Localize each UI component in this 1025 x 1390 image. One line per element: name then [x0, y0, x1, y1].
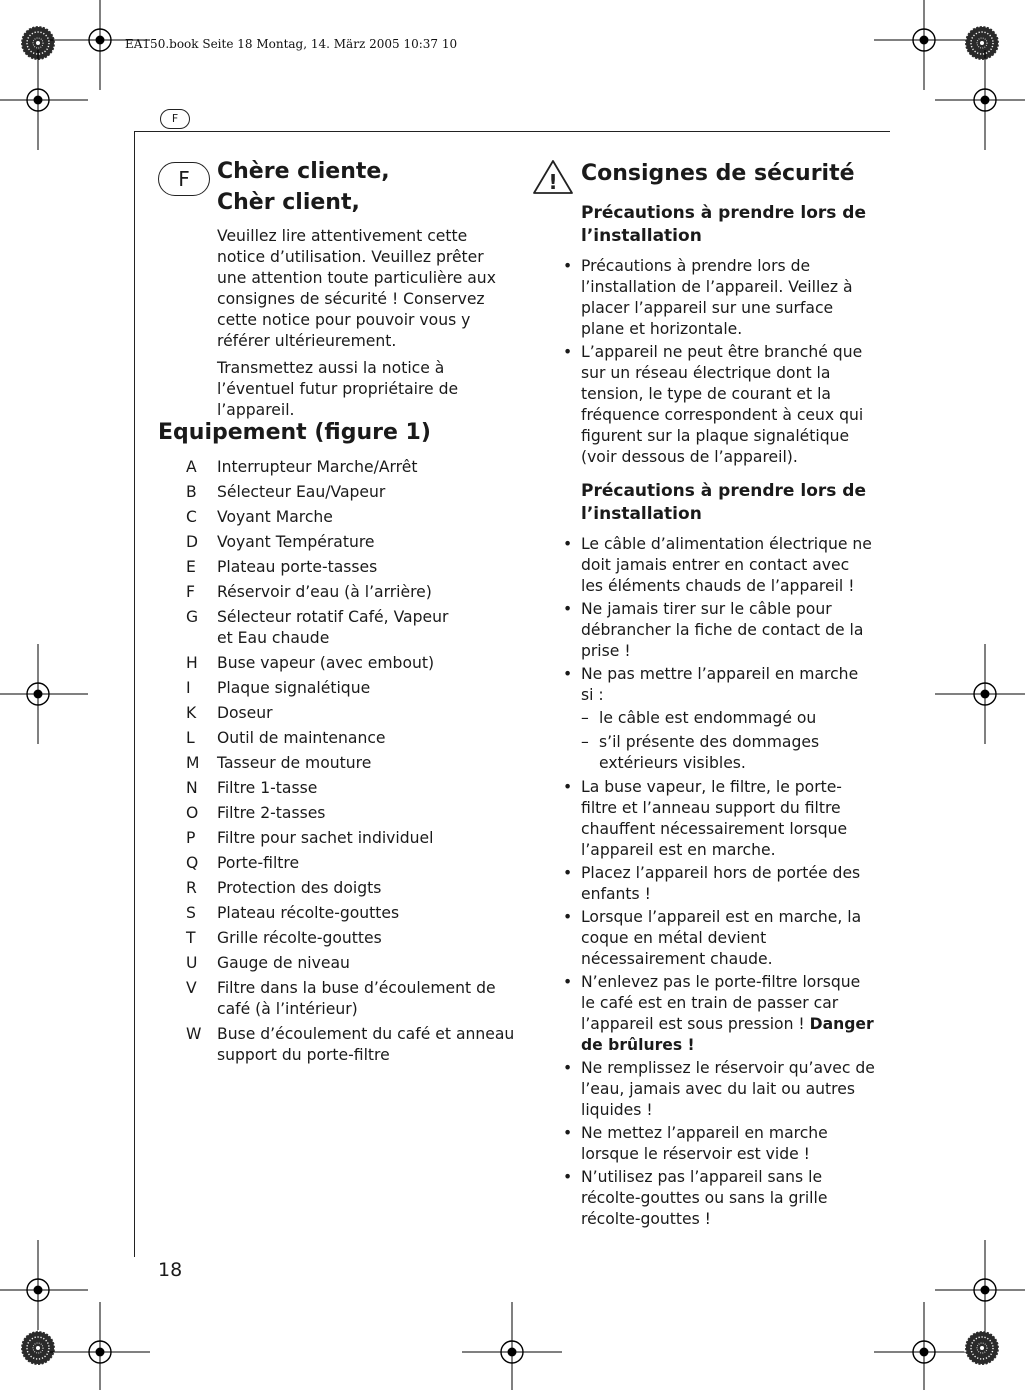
greeting-line-1: Chère cliente, — [217, 159, 390, 184]
warning-symbol: ! — [548, 170, 558, 194]
item-text: Plateau porte-tasses — [217, 558, 378, 576]
registration-cross-icon — [935, 50, 1025, 150]
item-letter: T — [186, 929, 196, 947]
item-text: Doseur — [217, 704, 273, 722]
list-item: • N’utilisez pas l’appareil sans le récolte-gouttes ou sans la grille récolte-gouttes ! — [563, 1167, 875, 1230]
equipment-item — [186, 607, 516, 649]
item-letter: S — [186, 904, 196, 922]
item-letter: K — [186, 704, 197, 722]
item-text: Filtre 2-tasses — [217, 804, 326, 822]
intro-paragraph: Transmettez aussi la notice à l’éventuel futur propriétaire de l’appareil. — [217, 359, 459, 419]
item-text: Buse vapeur (avec embout) — [217, 654, 435, 672]
item-letter: I — [186, 679, 191, 697]
safety-subtitle: Précautions à prendre lors de l’installation — [581, 203, 866, 246]
item-text: Filtre dans la buse d’écoulement de café (à l’intérieur) — [217, 979, 496, 1018]
equipment-item — [186, 1024, 516, 1066]
item-text: Outil de maintenance — [217, 729, 386, 747]
registration-cross-icon — [0, 1240, 88, 1340]
intro-paragraph: Veuillez lire attentivement cette notice d’utilisation. Veuillez prêter une attention toute particulière aux consignes de sécurité ! Conservez cette notice pour pouvoir vous y référer ultérieurement. — [217, 227, 496, 350]
equipment-item — [186, 878, 516, 899]
item-text: Porte-filtre — [217, 854, 300, 872]
list-item-text: N’enlevez pas le porte-filtre lorsque le café est en train de passer car l’appareil est sous pression ! — [581, 973, 861, 1033]
item-letter: A — [186, 458, 197, 476]
item-letter: V — [186, 979, 197, 997]
item-letter: B — [186, 483, 197, 501]
registration-cross-icon — [0, 50, 88, 150]
item-letter: P — [186, 829, 196, 847]
list-item — [563, 664, 875, 774]
equipment-item — [186, 978, 516, 1020]
equipment-list — [186, 457, 516, 1070]
equipment-item — [186, 507, 516, 528]
item-text: Voyant Marche — [217, 508, 333, 526]
registration-cross-icon — [50, 1302, 150, 1390]
item-text: Buse d’écoulement du café et anneau support du porte-filtre — [217, 1025, 515, 1064]
safety-list — [563, 256, 875, 468]
safety-content — [563, 202, 875, 1242]
list-item: • L’appareil ne peut être branché que sur un réseau électrique dont la tension, le type de courant et la fréquence correspondent à ceux qui figurent sur la plaque signalétique (voir dessous de l’appareil). — [563, 342, 875, 468]
list-item: • Le câble d’alimentation électrique ne doit jamais entrer en contact avec les éléments chauds de l’appareil ! — [563, 534, 875, 597]
item-text: Filtre 1-tasse — [217, 779, 318, 797]
item-text: Voyant Température — [217, 533, 375, 551]
danger-warning: Danger de brûlures ! — [581, 1015, 874, 1054]
registration-cross-icon — [462, 1302, 562, 1390]
list-item: • Ne remplissez le réservoir qu’avec de l’eau, jamais avec du lait ou autres liquides ! — [563, 1058, 875, 1121]
safety-title: Consignes de sécurité — [581, 161, 855, 186]
registration-cross-icon — [935, 1240, 1025, 1340]
registration-star-icon — [21, 1331, 55, 1365]
item-letter: L — [186, 729, 195, 747]
registration-cross-icon — [874, 0, 974, 90]
language-tag: F — [160, 109, 190, 129]
list-item: • Ne mettez l’appareil en marche lorsque le réservoir est vide ! — [563, 1123, 875, 1165]
item-letter: E — [186, 558, 196, 576]
equipment-item — [186, 703, 516, 724]
sub-list-item: – le câble est endommagé ou — [581, 708, 875, 729]
equipment-item — [186, 903, 516, 924]
item-text: Interrupteur Marche/Arrêt — [217, 458, 418, 476]
equipment-item — [186, 803, 516, 824]
list-item: • Placez l’appareil hors de portée des enfants ! — [563, 863, 875, 905]
list-item: • Ne jamais tirer sur le câble pour débrancher la fiche de contact de la prise ! — [563, 599, 875, 662]
registration-cross-icon — [0, 644, 88, 744]
registration-cross-icon — [874, 1302, 974, 1390]
sub-list-item: – s’il présente des dommages extérieurs visibles. — [581, 732, 875, 774]
file-info-header: EA150.book Seite 18 Montag, 14. März 2005 10:37 10 — [125, 37, 458, 51]
item-text: Sélecteur rotatif Café, Vapeur et Eau chaude — [217, 608, 449, 647]
item-letter: U — [186, 954, 198, 972]
item-letter: F — [186, 583, 195, 601]
equipment-item — [186, 582, 516, 603]
list-item-text: Ne pas mettre l’appareil en marche si : — [581, 665, 859, 704]
registration-star-icon — [965, 1331, 999, 1365]
item-text: Gauge de niveau — [217, 954, 350, 972]
item-letter: Q — [186, 854, 199, 872]
item-text: Filtre pour sachet individuel — [217, 829, 434, 847]
equipment-item — [186, 728, 516, 749]
equipment-title: Equipement (figure 1) — [158, 420, 431, 445]
registration-star-icon — [965, 26, 999, 60]
top-rule — [135, 131, 890, 132]
intro-text — [217, 226, 512, 421]
equipment-item — [186, 678, 516, 699]
sub-list — [581, 708, 875, 774]
safety-list — [563, 534, 875, 1230]
equipment-item — [186, 653, 516, 674]
item-text: Plaque signalétique — [217, 679, 371, 697]
equipment-item — [186, 778, 516, 799]
equipment-item — [186, 853, 516, 874]
list-item — [563, 972, 875, 1056]
item-text: Plateau récolte-gouttes — [217, 904, 400, 922]
left-rule — [134, 131, 135, 1257]
item-letter: W — [186, 1025, 202, 1043]
page-number: 18 — [158, 1259, 183, 1281]
language-badge: F — [158, 162, 210, 196]
safety-subtitle: Précautions à prendre lors de l’installation — [581, 481, 866, 524]
item-letter: D — [186, 533, 199, 551]
equipment-item — [186, 753, 516, 774]
warning-triangle-icon — [532, 159, 574, 195]
item-letter: H — [186, 654, 198, 672]
item-letter: R — [186, 879, 197, 897]
equipment-item — [186, 828, 516, 849]
item-text: Tasseur de mouture — [217, 754, 372, 772]
item-letter: N — [186, 779, 198, 797]
list-item: • Précautions à prendre lors de l’installation de l’appareil. Veillez à placer l’appareil sur une surface plane et horizontale. — [563, 256, 875, 340]
item-text: Protection des doigts — [217, 879, 382, 897]
item-letter: C — [186, 508, 197, 526]
equipment-item — [186, 928, 516, 949]
item-text: Réservoir d’eau (à l’arrière) — [217, 583, 432, 601]
item-letter: M — [186, 754, 200, 772]
item-text: Sélecteur Eau/Vapeur — [217, 483, 386, 501]
equipment-item — [186, 953, 516, 974]
list-item: • Lorsque l’appareil est en marche, la coque en métal devient nécessairement chaude. — [563, 907, 875, 970]
item-letter: O — [186, 804, 199, 822]
item-letter: G — [186, 608, 199, 626]
equipment-item — [186, 482, 516, 503]
greeting-line-2: Chèr client, — [217, 190, 360, 215]
list-item: • La buse vapeur, le filtre, le porte-filtre et l’anneau support du filtre chauffent nécessairement lorsque l’appareil est en marche. — [563, 777, 875, 861]
equipment-item — [186, 557, 516, 578]
registration-cross-icon — [935, 644, 1025, 744]
intro-block — [217, 156, 512, 427]
equipment-item — [186, 457, 516, 478]
item-text: Grille récolte-gouttes — [217, 929, 382, 947]
equipment-item — [186, 532, 516, 553]
